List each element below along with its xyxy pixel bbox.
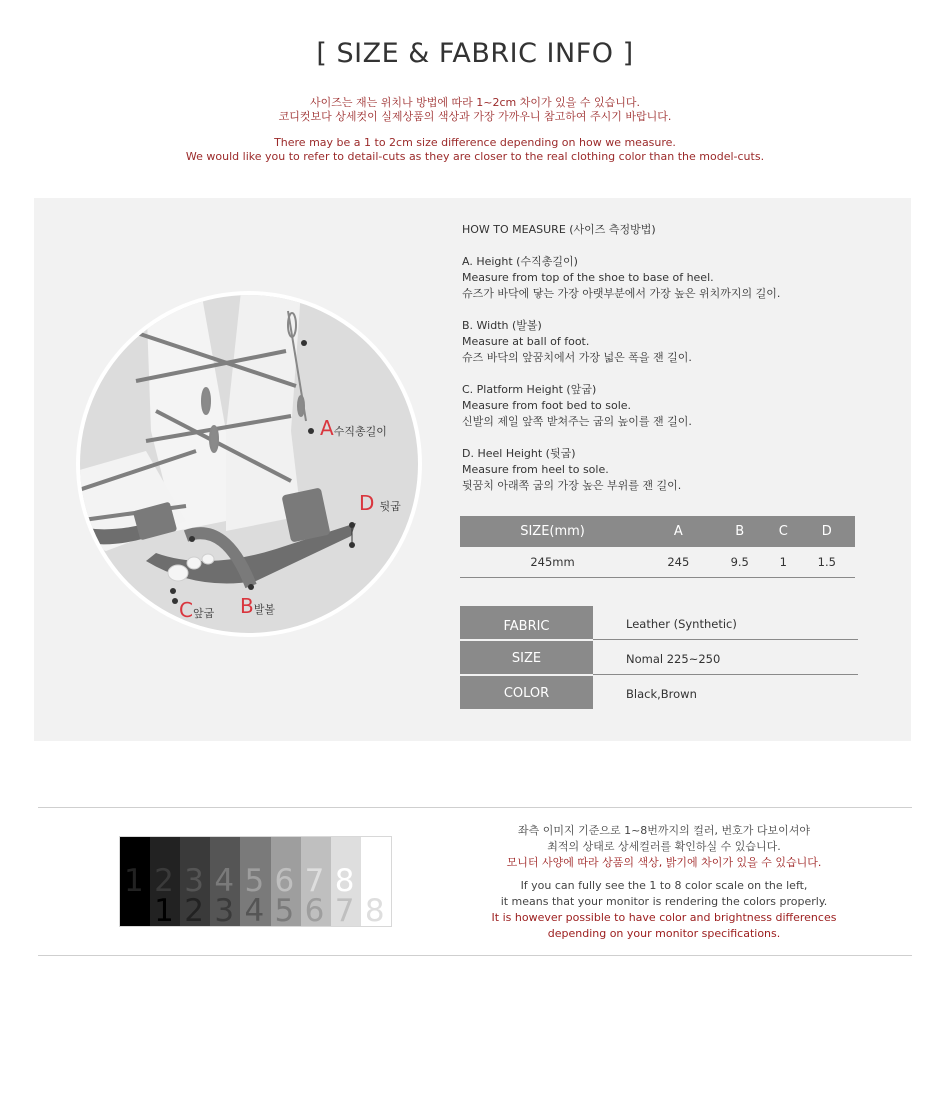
sandal-illustration (76, 291, 422, 637)
fabric-table (460, 606, 858, 711)
color-scale-cell (361, 837, 391, 929)
label-d: D 뒷굽 (359, 491, 401, 515)
color-scale-cell (301, 837, 331, 929)
color-scale-cell (180, 837, 210, 929)
scale-number: 5 (244, 863, 265, 899)
scale-number: 2 (154, 863, 174, 899)
size-notice-ko: 사이즈는 재는 위치나 방법에 따라 1~2cm 차이가 있을 수 있습니다. 코디컷보다 상세컷이 실제상품의 색상과 가장 가까우니 참고하여 주시기 바랍니다. (278, 96, 672, 123)
scale-number: 4 (214, 863, 235, 899)
monitor-notice-ko: 좌측 이미지 기준으로 1~8번까지의 컬러, 번호가 다보이셔야 최적의 상태로 상세컬러를 확인하실 수 있습니다. 모니터 사양에 따라 상품의 색상, 밝기에 차이가 있을 수 있습니다. (506, 824, 822, 869)
scale-number: 2 (184, 893, 204, 929)
color-scale-cell (240, 837, 270, 929)
scale-number: 5 (274, 893, 295, 929)
divider-top (38, 807, 912, 808)
scale-number: 8 (334, 863, 355, 899)
size-notice-en: There may be a 1 to 2cm size difference depending on how we measure. We would like you to refer to detail-cuts as they are closer to the real clothing color than the model-cuts. (185, 136, 765, 163)
color-scale-cell (210, 837, 240, 929)
divider-bottom (38, 955, 912, 956)
how-to-measure: HOW TO MEASURE (사이즈 측정방법) A. Height (수직총길이) Measure from top of the shoe to base of heel. 슈즈가 바닥에 닿는 가장 아랫부분에서 가장 높은 위치까지의 길이. B. Width (발볼) Measure at ball of foot. 슈즈 바닥의 앞꿈치에서 가장 넓은 폭을 잰 길이. C. Platform Height (앞굽) Measure from foot bed to sole. 신발의 제일 앞쪽 받쳐주는 굽의 높이를 잰 길이. D. Heel Height (뒷굽) Measure from heel to sole. 뒷꿈치 아래쪽 굽의 가장 높은 부위를 잰 길이. (462, 222, 882, 494)
color-scale (119, 836, 392, 927)
table-header-row: SIZE(mm) A B C D (460, 516, 855, 547)
scale-number: 4 (244, 893, 265, 929)
color-scale-cell (331, 837, 361, 929)
scale-number: 8 (364, 893, 385, 929)
size-table (460, 516, 855, 578)
color-row: COLOR Black,Brown (460, 676, 858, 709)
color-scale-cell (120, 837, 150, 926)
color-scale-cell (150, 837, 180, 929)
scale-number: 1 (124, 863, 144, 899)
scale-number: 6 (274, 863, 295, 899)
table-row: 245mm 245 9.5 1 1.5 (460, 547, 855, 578)
scale-number: 3 (214, 893, 235, 929)
scale-number: 3 (184, 863, 204, 899)
color-scale-cell (271, 837, 301, 929)
scale-number: 1 (154, 893, 174, 929)
measure-title: HOW TO MEASURE (사이즈 측정방법) (462, 223, 656, 236)
label-c: C앞굽 (179, 598, 215, 622)
scale-number: 7 (304, 863, 325, 899)
monitor-notice-en: If you can fully see the 1 to 8 color scale on the left, it means that your monitor is rendering the colors properly. It is however possible to have color and brightness differences depending on your monitor specifications. (491, 879, 837, 940)
size-row: SIZE Nomal 225~250 (460, 641, 858, 674)
label-b: B발볼 (240, 594, 275, 618)
scale-number: 6 (304, 893, 325, 929)
label-a: A수직총길이 (320, 416, 387, 440)
scale-number: 7 (334, 893, 355, 929)
page-title: [ SIZE & FABRIC INFO ] (316, 38, 634, 69)
fabric-row: FABRIC Leather (Synthetic) (460, 606, 858, 639)
